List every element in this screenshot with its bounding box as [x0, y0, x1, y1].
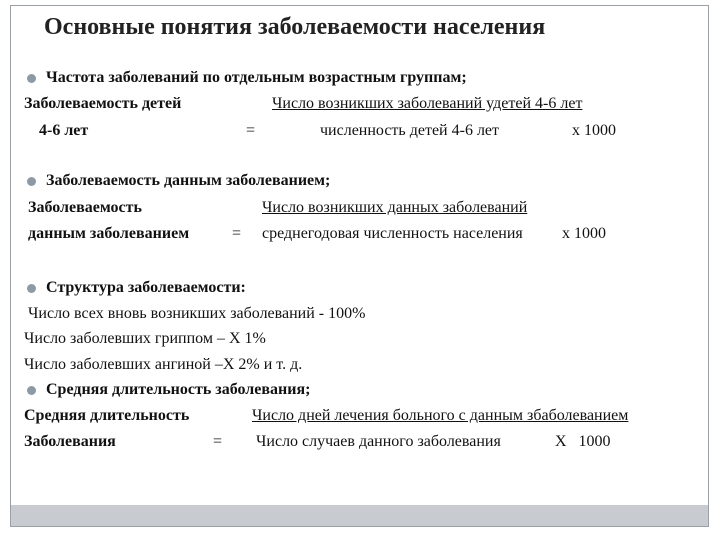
duration-left-line1: Средняя длительность [24, 407, 190, 424]
bullet-icon [27, 284, 36, 293]
duration-equals: = [213, 433, 223, 450]
bullet-icon [27, 386, 36, 395]
structure-line3: Число заболевших ангиной –Х 2% и т. д. [24, 356, 303, 373]
structure-heading: Структура заболеваемости: [46, 279, 246, 296]
disease-numerator: Число возникших данных заболеваний [262, 199, 528, 216]
duration-denominator: Число случаев данного заболевания [256, 433, 501, 450]
disease-left-line2: данным заболеванием [28, 225, 190, 242]
structure-line1: Число всех вновь возникших заболеваний - 100% [28, 305, 366, 322]
age-left-line2: 4-6 лет [39, 122, 89, 139]
footer-bar [11, 505, 708, 526]
age-numerator: Число возникших заболеваний удетей 4-6 лет [272, 95, 583, 112]
bullet-icon [27, 74, 36, 83]
age-denominator: численность детей 4-6 лет [320, 122, 500, 139]
slide-title: Основные понятия заболеваемости населения [44, 14, 546, 40]
disease-denominator: среднегодовая численность населения [262, 225, 523, 242]
bullet-icon [27, 177, 36, 186]
duration-multiplier: Х 1000 [555, 433, 611, 450]
disease-multiplier: х 1000 [562, 225, 606, 242]
duration-left-line2: Заболевания [24, 433, 116, 450]
age-left-line1: Заболеваемость детей [24, 95, 182, 112]
age-heading: Частота заболеваний по отдельным возрастным группам; [46, 69, 467, 86]
duration-heading: Средняя длительность заболевания; [46, 381, 311, 398]
disease-heading: Заболеваемость данным заболеванием; [46, 172, 331, 189]
age-equals: = [246, 122, 256, 139]
structure-line2: Число заболевших гриппом – Х 1% [24, 330, 266, 347]
age-multiplier: х 1000 [572, 122, 616, 139]
duration-numerator: Число дней лечения больного с данным збаболеванием [252, 407, 629, 424]
disease-left-line1: Заболеваемость [28, 199, 142, 216]
disease-equals: = [232, 225, 242, 242]
